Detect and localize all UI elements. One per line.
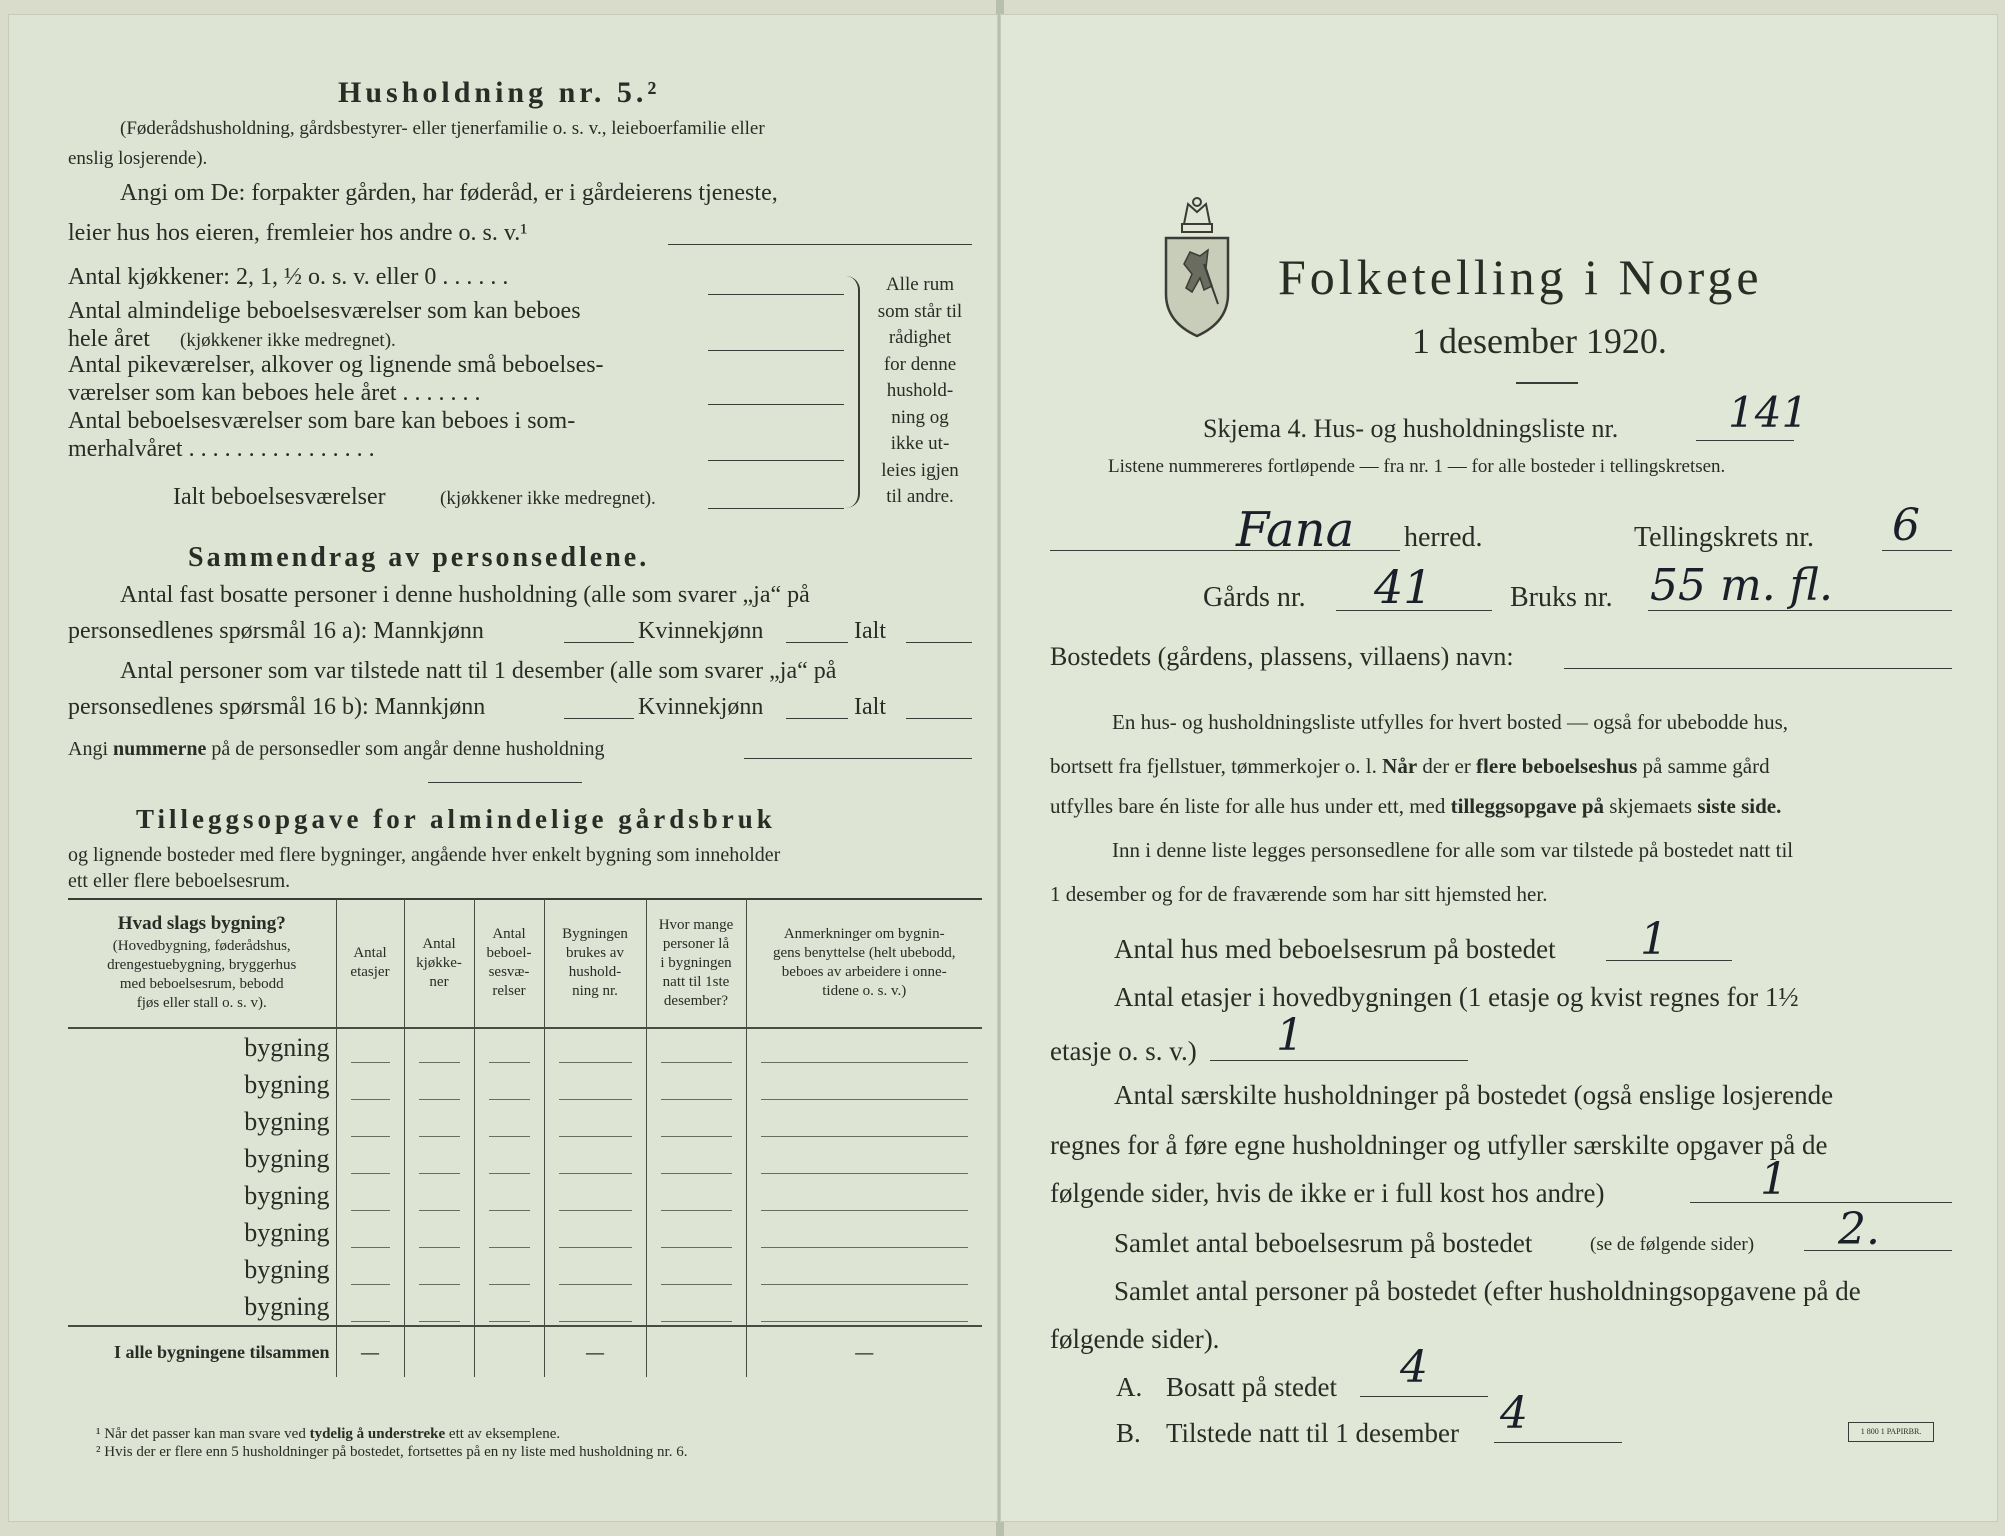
cell-underline [419,1210,460,1211]
header-line: desember? [663,992,729,1009]
krets-value: 6 [1892,500,1920,551]
table-cell[interactable] [746,1066,982,1103]
table-row [68,1066,982,1103]
rooms-side-note [870,272,970,511]
table-cell[interactable] [336,1177,404,1214]
table-cell[interactable] [474,1214,544,1251]
table-cell[interactable] [474,1251,544,1288]
building-type-cell[interactable] [68,1028,336,1066]
table-cell[interactable] [646,1214,746,1251]
angi-nummerne-line [744,758,972,759]
rooms-summer-a: Antal beboelsesværelser som bare kan beboes i som- [68,408,576,434]
table-cell[interactable] [746,1288,982,1326]
p1-male-line [564,642,634,643]
cell-underline [761,1062,969,1063]
footnote-2: ² Hvis der er flere enn 5 husholdninger på bostedet, fortsettes på en ny liste med husholdning nr. 6. [96,1444,688,1460]
building-table-header-cell [646,899,746,1028]
b-value: 4 [1500,1388,1528,1439]
instr-1: En hus- og husholdningsliste utfylles for hvert bosted — også for ubebodde hus, [1112,710,1788,734]
total-cell[interactable] [404,1326,474,1377]
table-cell[interactable] [404,1028,474,1066]
table-total-row [68,1326,982,1377]
header-line: Antal [353,945,387,961]
instr-3d: siste side. [1697,794,1782,818]
angi-text-b: nummerne [113,738,207,760]
side-note-line: Alle rum [885,274,955,295]
herred-value: Fana [1236,502,1355,558]
building-type-cell[interactable] [68,1066,336,1103]
building-label: bygning [244,1180,330,1210]
table-cell[interactable] [474,1066,544,1103]
header-line: drengestuebygning, bryggerhus [107,956,297,973]
angi-answer-line [668,244,972,245]
instr-3c: skjemaets [1609,794,1693,818]
instr-4: Inn i denne liste legges personsedlene for alle som var tilstede på bostedet natt til [1112,838,1794,862]
skjema-answer-line [1696,440,1794,441]
cell-underline [419,1321,460,1322]
building-label: bygning [244,1032,330,1062]
table-cell[interactable] [646,1288,746,1326]
table-cell[interactable] [746,1140,982,1177]
side-note-line: rådighet [888,327,952,348]
angi-text-c: på de personsedler som angår denne husholdning [211,738,605,760]
skjema-number: 141 [1728,388,1809,437]
p1-total-line [906,642,972,643]
header-line: kjøkke- [416,954,462,971]
q-rum-note: (se de følgende sider) [1590,1234,1755,1255]
total-cell[interactable]: — [746,1326,982,1377]
b-label: B. [1116,1418,1141,1448]
cell-underline [351,1062,390,1063]
cell-underline [761,1136,969,1137]
q-etasjer-a: Antal etasjer i hovedbygningen (1 etasje og kvist regnes for 1½ [1114,982,1799,1012]
instr-2b: Når [1382,754,1418,778]
footnote-1 [96,1426,560,1443]
header-line: Antal [492,926,526,942]
table-cell[interactable] [544,1251,646,1288]
q-rum: Samlet antal beboelsesrum på bostedet [1114,1228,1533,1258]
form-date: 1 desember 1920. [1412,321,1667,361]
footnote-1b: tydelig å understreke [309,1426,446,1442]
cell-underline [761,1099,969,1100]
left-page [8,14,998,1522]
rooms-regular-b: hele året [68,326,150,352]
building-table-header-cell [404,899,474,1028]
table-cell[interactable] [474,1177,544,1214]
building-table-header-cell [474,899,544,1028]
table-cell[interactable] [404,1066,474,1103]
cell-underline [419,1173,460,1174]
table-cell[interactable] [404,1177,474,1214]
header-line: Hvor mange [658,916,734,933]
p2-female-label: Kvinnekjønn [638,694,764,720]
a-label: A. [1116,1372,1143,1402]
instr-2c: der er [1422,754,1471,778]
summary-p2a: Antal personer som var tilstede natt til 1 desember (alle som svarer „ja“ på [120,658,837,684]
q-hush-line [1690,1202,1952,1203]
table-cell[interactable] [474,1288,544,1326]
building-table-header-cell [336,899,404,1028]
header-line: sesvæ- [488,964,530,980]
table-cell[interactable] [336,1028,404,1066]
header-line: beboes av arbeidere i onne- [781,964,947,980]
cell-underline [419,1062,460,1063]
p2-male-line [564,718,634,719]
cell-underline [351,1321,390,1322]
table-row [68,1288,982,1326]
bruks-label: Bruks nr. [1510,582,1613,613]
table-cell[interactable] [336,1288,404,1326]
skjema-label: Skjema 4. Hus- og husholdningsliste nr. [1203,414,1619,443]
a-text: Bosatt på stedet [1166,1372,1337,1402]
household-title: Husholdning nr. 5.² [338,76,661,109]
summary-heading: Sammendrag av personsedlene. [188,542,650,573]
header-line: natt til 1ste [662,973,730,990]
cell-underline [559,1136,632,1137]
b-line [1494,1442,1622,1443]
angi-text-a: Angi [68,738,108,760]
instr-3b: tilleggsopgave på [1450,794,1605,818]
form-title: Folketelling i Norge [1278,249,1763,305]
cell-underline [559,1247,632,1248]
cell-underline [761,1173,969,1174]
table-cell[interactable] [336,1140,404,1177]
header-line: ner [429,973,449,990]
header-line: personer lå [662,935,730,952]
bosted-label: Bostedets (gårdens, plassens, villaens) navn: [1050,642,1514,671]
building-table-header-cell [68,899,336,1028]
cell-underline [661,1284,732,1285]
summary-p2b: personsedlenes spørsmål 16 b): Mannkjønn [68,694,486,720]
table-cell[interactable] [474,1103,544,1140]
cell-underline [351,1173,390,1174]
table-cell[interactable] [646,1251,746,1288]
building-type-cell[interactable] [68,1214,336,1251]
cell-underline [661,1247,732,1248]
summary-p1a: Antal fast bosatte personer i denne husholdning (alle som svarer „ja“ på [120,582,810,608]
cell-underline [419,1099,460,1100]
table-cell[interactable] [336,1103,404,1140]
cell-underline [661,1210,732,1211]
table-row [68,1140,982,1177]
cell-underline [661,1099,732,1100]
table-cell[interactable] [474,1028,544,1066]
building-label: bygning [244,1254,330,1284]
cell-underline [351,1284,390,1285]
bruks-value: 55 m. fl. [1650,560,1834,611]
cell-underline [661,1173,732,1174]
instr-2d: flere beboelseshus [1476,754,1638,778]
table-cell[interactable] [646,1140,746,1177]
building-table-header [68,899,982,1028]
building-type-cell[interactable] [68,1177,336,1214]
q-hush-b: regnes for å føre egne husholdninger og utfyller særskilte opgaver på de [1050,1130,1828,1160]
angi-line-2: leier hus hos eieren, fremleier hos andre o. s. v.¹ [68,220,528,246]
building-label: bygning [244,1217,330,1247]
instr-2e: på samme gård [1642,754,1770,778]
header-line: fjøs eller stall o. s. v). [136,994,267,1011]
building-type-cell[interactable] [68,1251,336,1288]
building-type-cell[interactable] [68,1288,336,1326]
building-table-header-cell [544,899,646,1028]
coat-of-arms-icon [1160,194,1234,340]
p2-total-line [906,718,972,719]
header-line: tidene o. s. v.) [822,983,907,999]
table-cell[interactable] [746,1251,982,1288]
q-etasjer-line [1210,1060,1468,1061]
header-line: relser [492,983,526,999]
p2-total-label: Ialt [854,694,886,720]
header-line: Anmerkninger om bygnin- [783,926,945,942]
table-cell[interactable] [646,1177,746,1214]
header-line: beboel- [486,945,532,961]
table-cell[interactable] [544,1177,646,1214]
building-table-header-cell [746,899,982,1028]
table-cell[interactable] [336,1251,404,1288]
table-cell[interactable] [544,1140,646,1177]
cell-underline [351,1136,390,1137]
tillegg-heading: Tilleggsopgave for almindelige gårdsbruk [136,804,776,834]
p1-female-line [786,642,848,643]
cell-underline [489,1284,530,1285]
total-label: I alle bygningene tilsammen [68,1326,336,1377]
gards-label: Gårds nr. [1203,582,1306,613]
cell-underline [661,1062,732,1063]
table-cell[interactable] [646,1028,746,1066]
q-hush-value: 1 [1760,1154,1788,1205]
gards-value: 41 [1374,560,1433,614]
table-cell[interactable] [404,1251,474,1288]
header-line: Antal [422,935,456,952]
header-line: gens benyttelse (helt ubebodd, [773,945,956,961]
table-cell[interactable] [404,1103,474,1140]
a-line [1360,1396,1488,1397]
total-cell[interactable]: — [544,1326,646,1377]
cell-underline [559,1210,632,1211]
footnote-1a: ¹ Når det passer kan man svare ved [96,1426,306,1442]
cell-underline [559,1284,632,1285]
rooms-small-a: Antal pikeværelser, alkover og lignende små beboelses- [68,352,604,378]
header-line: etasjer [350,964,390,980]
tillegg-text-1: og lignende bosteder med flere bygninger, angående hver enkelt bygning som inneholder [68,844,781,866]
cell-underline [419,1284,460,1285]
listene-note: Listene nummereres fortløpende — fra nr. 1 — for alle bosteder i tellingskretsen. [1108,456,1726,477]
small-answer-line [708,404,844,405]
instr-2a: bortsett fra fjellstuer, tømmerkojer o. l. [1050,754,1377,778]
instr-3 [1050,794,1781,819]
header-line: ning nr. [572,983,618,999]
table-cell[interactable] [746,1103,982,1140]
building-label: bygning [244,1143,330,1173]
angi-nummerne [68,738,605,761]
instr-5: 1 desember og for de fraværende som har sitt hjemsted her. [1050,882,1548,906]
table-cell[interactable] [646,1103,746,1140]
cell-underline [351,1247,390,1248]
header-line: Bygningen [562,926,628,942]
table-row [68,1028,982,1066]
rooms-summer-b: merhalvåret . . . . . . . . . . . . . . . . [68,436,375,462]
rooms-small-b: værelser som kan beboes hele året . . . . . . . [68,380,481,406]
cell-underline [661,1321,732,1322]
table-cell[interactable] [544,1028,646,1066]
a-value: 4 [1400,1342,1428,1393]
side-note-line: som står til [877,300,963,322]
table-cell[interactable] [544,1103,646,1140]
table-cell[interactable] [474,1140,544,1177]
total-answer-line [708,508,844,509]
regular-answer-line [708,350,844,351]
cell-underline [489,1247,530,1248]
side-note-line: til andre. [886,486,954,507]
cell-underline [419,1247,460,1248]
q-etasjer-value: 1 [1276,1010,1304,1061]
table-cell[interactable] [544,1288,646,1326]
cell-underline [559,1321,632,1322]
rooms-total: Ialt beboelsesværelser [173,484,386,510]
table-row [68,1214,982,1251]
cell-underline [661,1136,732,1137]
building-type-cell[interactable] [68,1140,336,1177]
q-etasjer-b: etasje o. s. v.) [1050,1036,1197,1066]
summary-p1b: personsedlenes spørsmål 16 a): Mannkjønn [68,618,484,644]
cell-underline [489,1321,530,1322]
rooms-total-note: (kjøkkener ikke medregnet). [440,488,656,509]
cell-underline [761,1210,969,1211]
table-cell[interactable] [544,1214,646,1251]
cell-underline [559,1099,632,1100]
table-cell[interactable] [746,1214,982,1251]
instr-3a: utfylles bare én liste for alle hus under ett, med [1050,794,1446,818]
building-type-cell[interactable] [68,1103,336,1140]
q-hush-a: Antal særskilte husholdninger på bostedet (også enslige losjerende [1114,1080,1834,1110]
herred-label: herred. [1404,522,1483,553]
total-cell[interactable]: — [336,1326,404,1377]
side-note-line: ikke ut- [890,433,950,454]
b-text: Tilstede natt til 1 desember [1166,1418,1459,1448]
table-cell[interactable] [544,1066,646,1103]
cell-underline [351,1099,390,1100]
rooms-regular-a: Antal almindelige beboelsesværelser som kan beboes [68,298,581,324]
cell-underline [559,1062,632,1063]
header-line: i bygningen [660,954,732,971]
table-cell[interactable] [404,1288,474,1326]
title-divider [1516,382,1578,384]
household-intro: (Føderådshusholdning, gårdsbestyrer- eller tjenerfamilie o. s. v., leieboerfamilie eller [120,118,765,139]
table-cell[interactable] [746,1028,982,1066]
krets-label: Tellingskrets nr. [1634,522,1815,553]
side-note-line: hushold- [886,380,954,401]
cell-underline [489,1062,530,1063]
table-cell[interactable] [336,1066,404,1103]
tillegg-text-2: ett eller flere beboelsesrum. [68,870,291,892]
table-cell[interactable] [404,1214,474,1251]
cell-underline [761,1284,969,1285]
header-line: med beboelsesrum, bebodd [119,975,284,992]
building-label: bygning [244,1106,330,1136]
cell-underline [761,1321,969,1322]
side-note-line: ning og [891,406,949,428]
table-row [68,1177,982,1214]
q-pers-b: følgende sider). [1050,1324,1220,1354]
table-cell[interactable] [646,1066,746,1103]
header-line: Hvad slags bygning? [117,912,286,934]
table-row [68,1251,982,1288]
header-line: hushold- [568,964,622,980]
q-rum-value: 2. [1838,1204,1880,1255]
side-note-line: for denne [883,353,957,375]
q-hus: Antal hus med beboelsesrum på bostedet [1114,934,1556,964]
q-hus-value: 1 [1640,914,1668,965]
p1-total-label: Ialt [854,618,886,644]
q-hus-line [1606,960,1732,961]
header-line: (Hovedbygning, føderådshus, [112,937,291,954]
kitchens-answer-line [708,294,844,295]
right-page [1000,14,1998,1522]
q-pers-a: Samlet antal personer på bostedet (efter husholdningsopgavene på de [1114,1276,1861,1306]
side-note-line: leies igjen [881,459,959,481]
building-label: bygning [244,1069,330,1099]
building-table [68,899,982,1377]
cell-underline [419,1136,460,1137]
total-cell[interactable] [474,1326,544,1377]
household-intro-2: enslig losjerende). [68,148,208,169]
cell-underline [489,1099,530,1100]
rooms-regular-note: (kjøkkener ikke medregnet). [180,330,396,351]
table-cell[interactable] [336,1214,404,1251]
p2-female-line [786,718,848,719]
p1-female-label: Kvinnekjønn [638,618,764,644]
rooms-kitchens: Antal kjøkkener: 2, 1, ½ o. s. v. eller 0 . . . . . . [68,264,509,290]
rooms-bracket [846,276,860,508]
table-cell[interactable] [746,1177,982,1214]
footnote-1c: ett av eksemplene. [448,1426,561,1442]
angi-line-1: Angi om De: forpakter gården, har føderåd, er i gårdeierens tjeneste, [120,180,778,206]
section-divider [428,782,582,783]
summer-answer-line [708,460,844,461]
header-line: brukes av [566,945,624,961]
q-hush-c: følgende sider, hvis de ikke er i full kost hos andre) [1050,1178,1605,1208]
cell-underline [761,1247,969,1248]
cell-underline [489,1136,530,1137]
instr-2 [1050,754,1770,779]
table-row [68,1103,982,1140]
cell-underline [351,1210,390,1211]
cell-underline [559,1173,632,1174]
bosted-answer-line [1564,668,1952,669]
total-cell[interactable] [646,1326,746,1377]
building-label: bygning [244,1291,330,1321]
table-cell[interactable] [404,1140,474,1177]
cell-underline [489,1210,530,1211]
printer-stamp: 1 800 1 PAPIRBR. [1848,1422,1934,1442]
cell-underline [489,1173,530,1174]
